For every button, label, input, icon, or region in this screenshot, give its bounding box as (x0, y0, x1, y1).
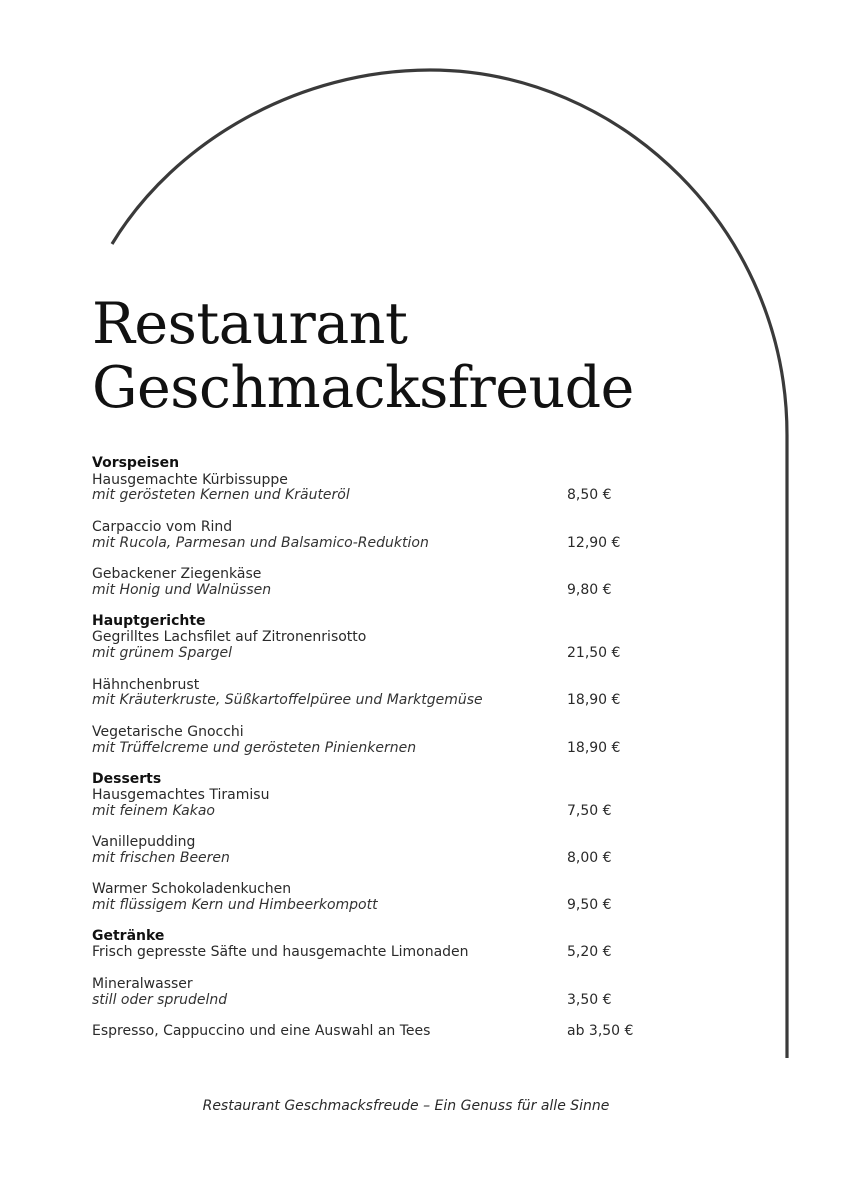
page-title (92, 292, 634, 420)
menu-item-description: mit Rucola, Parmesan und Balsamico-Reduktion (92, 535, 429, 551)
menu-item-name: Espresso, Cappuccino und eine Auswahl an Tees (92, 1023, 431, 1039)
menu-item-description: mit gerösteten Kernen und Kräuteröl (92, 487, 350, 503)
menu-item-description: mit Kräuterkruste, Süßkartoffelpüree und Marktgemüse (92, 692, 483, 708)
menu-item-name: Gegrilltes Lachsfilet auf Zitronenrisotto (92, 629, 367, 645)
menu-item-price: 5,20 € (567, 944, 612, 960)
menu-item-name: Vegetarische Gnocchi (92, 724, 244, 740)
menu-item-name: Hausgemachtes Tiramisu (92, 787, 270, 803)
page-footer: Restaurant Geschmacksfreude – Ein Genuss für alle Sinne (202, 1098, 610, 1114)
menu-item-price: 7,50 € (567, 803, 612, 819)
menu-item-price: 18,90 € (567, 740, 621, 756)
menu-item-price: 9,80 € (567, 582, 612, 598)
menu-item-description: mit frischen Beeren (92, 850, 230, 866)
section-heading-vorspeisen: Vorspeisen (92, 455, 180, 471)
menu-item-name: Hausgemachte Kürbissuppe (92, 472, 288, 488)
menu-item-price: 8,00 € (567, 850, 612, 866)
menu-item-price: ab 3,50 € (567, 1023, 634, 1039)
menu-item-description: mit grünem Spargel (92, 645, 233, 661)
section-heading-getraenke: Getränke (92, 928, 165, 944)
menu-item-description: mit Honig und Walnüssen (92, 582, 272, 598)
title-line-1: Restaurant (92, 291, 408, 357)
menu-item-description: mit feinem Kakao (92, 803, 215, 819)
menu-item-price: 8,50 € (567, 487, 612, 503)
menu-item-name: Gebackener Ziegenkäse (92, 566, 262, 582)
menu-item-name: Carpaccio vom Rind (92, 519, 233, 535)
title-line-2: Geschmacksfreude (92, 355, 634, 421)
menu-item-price: 21,50 € (567, 645, 621, 661)
menu-item-price: 3,50 € (567, 992, 612, 1008)
section-heading-desserts: Desserts (92, 771, 162, 787)
menu-item-price: 18,90 € (567, 692, 621, 708)
menu-item-description: mit flüssigem Kern und Himbeerkompott (92, 897, 378, 913)
menu-item-name: Frisch gepresste Säfte und hausgemachte Limonaden (92, 944, 469, 960)
menu-item-name: Mineralwasser (92, 976, 193, 992)
menu-item-price: 9,50 € (567, 897, 612, 913)
menu-item-name: Hähnchenbrust (92, 677, 200, 693)
menu-item-description: mit Trüffelcreme und gerösteten Pinienkernen (92, 740, 417, 756)
menu-item-name: Vanillepudding (92, 834, 196, 850)
section-heading-hauptgerichte: Hauptgerichte (92, 613, 206, 629)
menu-item-description: still oder sprudelnd (92, 992, 228, 1008)
menu-item-price: 12,90 € (567, 535, 621, 551)
menu-item-name: Warmer Schokoladenkuchen (92, 881, 292, 897)
